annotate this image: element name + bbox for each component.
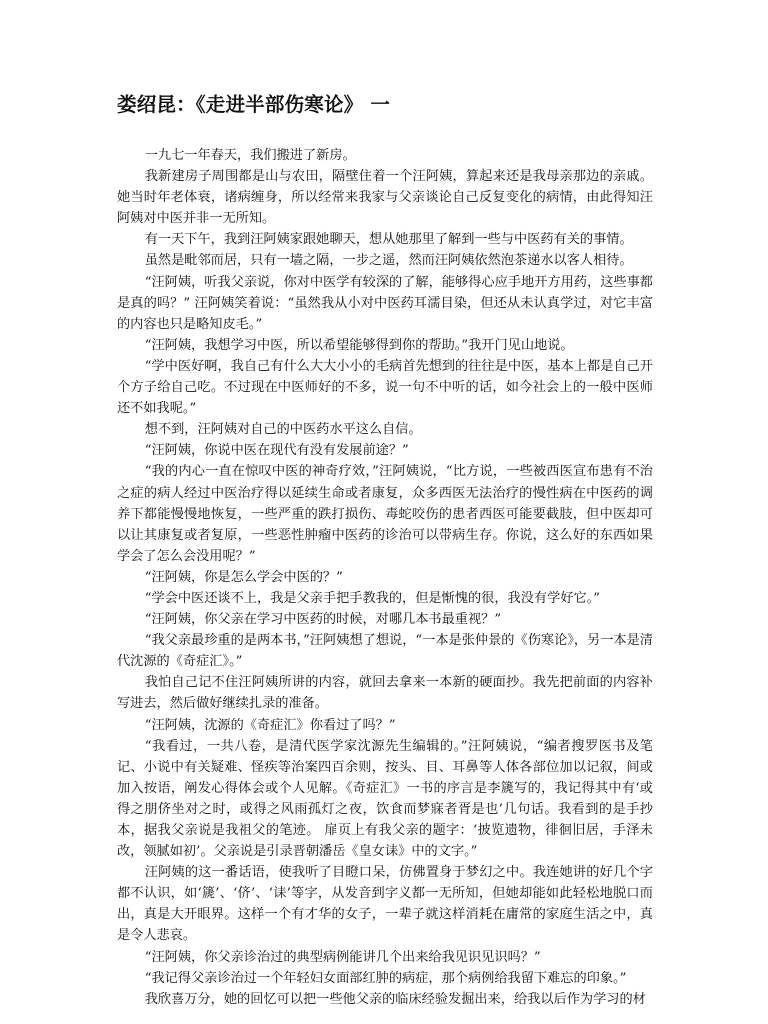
document-title: 娄绍昆：《走进半部伤寒论》 一 (117, 93, 391, 116)
paragraph: “我的内心一直在惊叹中医的神奇疗效，”汪阿姨说，“比方说，一些被西医宣布患有不治之症的病人经过中医治疗得以延续生命或者康复，众多西医无法治疗的慢性病在中医药的调养下都能慢慢地恢复，一些严重的跌打损伤、毒蛇咬伤的患者西医可能要截肢，但中医却可以让其康复或者复原，一些恶性肿瘤中医药的诊治可以带病生存。你说，这么好的东西如果学会了怎么会没用呢？” (117, 464, 653, 564)
paragraph: “汪阿姨，我想学习中医，所以希望能够得到你的帮助。”我开门见山地说。 (144, 337, 574, 353)
paragraph: 我怕自己记不住汪阿姨所讲的内容，就回去拿来一本新的硬面抄。我先把前面的内容补写进去，然后做好继续扎录的准备。 (117, 675, 653, 712)
paragraph: 我新建房子周围都是山与农田，隔壁住着一个汪阿姨，算起来还是我母亲那边的亲戚。她当时年老体衰，诸病缠身，所以经常来我家与父亲谈论自己反复变化的病情，由此得知汪阿姨对中医并非一无所知。 (117, 169, 653, 227)
paragraph: “我看过，一共八卷，是清代医学家沈源先生编辑的。”汪阿姨说，“编者搜罗医书及笔记、小说中有关疑难、怪疾等治案四百余则，按头、目、耳鼻等人体各部位加以记叙，间或加入按语，阐发心得体会或个人见解。《奇症汇》一书的序言是李篪写的，我记得其中有‘或得之朋侪坐对之时，或得之风雨孤灯之夜，饮食而梦寐者胥是也’几句话。我看到的是手抄本，据我父亲说是我祖父的笔迹。 扉页上有我父亲的题字：‘披览遗物，徘徊旧居，手泽未改，领腻如初’。父亲说是引录晋朝潘岳《皇女诔》中的文字。” (117, 738, 653, 860)
document-body (117, 145, 653, 1010)
paragraph: “我记得父亲诊治过一个年轻妇女面部红肿的病症，那个病例给我留下难忘的印象。” (144, 970, 627, 986)
paragraph: “汪阿姨，你说中医在现代有没有发展前途？” (144, 443, 409, 459)
paragraph: 汪阿姨的这一番话语，使我听了目瞪口呆，仿佛置身于梦幻之中。我连她讲的好几个字都不认识，如‘篪’、‘侪’、‘诔’等字，从发音到字义都一无所知，但她却能如此轻松地脱口而出，真是大开眼界。这样一个有才华的女子，一辈子就这样消耗在庸常的家庭生活之中，真是令人悲哀。 (117, 865, 653, 944)
paragraph: 有一天下午，我到汪阿姨家跟她聊天，想从她那里了解到一些与中医药有关的事情。 (144, 232, 633, 248)
paragraph: 虽然是毗邻而居，只有一墙之隔，一步之遥，然而汪阿姨依然泡茶递水以客人相待。 (144, 253, 633, 269)
paragraph: “学中医好啊，我自己有什么大大小小的毛病首先想到的往往是中医，基本上都是自己开个方子给自己吃。不过现在中医师好的不多，说一句不中听的话，如今社会上的一般中医师还不如我呢。” (117, 358, 653, 417)
paragraph: “汪阿姨，沈源的《奇症汇》你看过了吗？” (144, 717, 396, 733)
paragraph: 想不到，汪阿姨对自己的中医药水平这么自信。 (144, 422, 422, 438)
paragraph: “我父亲最珍重的是两本书，”汪阿姨想了想说，“一本是张仲景的《伤寒论》，另一本是清代沈源的《奇症汇》。” (117, 633, 653, 670)
paragraph: “汪阿姨，你父亲在学习中医药的时候，对哪几本书最重视？” (144, 612, 502, 628)
paragraph: 我欣喜万分，她的回忆可以把一些他父亲的临床经验发掘出来，给我以后作为学习的材 (144, 991, 646, 1007)
paragraph: “学会中医还谈不上，我是父亲手把手教我的，但是惭愧的很，我没有学好它。” (144, 590, 600, 606)
paragraph: “汪阿姨，你父亲诊治过的典型病例能讲几个出来给我见识见识吗？” (144, 949, 541, 965)
paragraph: 一九七一年春天，我们搬进了新房。 (144, 148, 356, 163)
paragraph: “汪阿姨，听我父亲说，你对中医学有较深的了解，能够得心应手地开方用药，这些事都是真的吗？” 汪阿姨笑着说：“虽然我从小对中医药耳濡目染，但还从未认真学过，对它丰富的内容也只是略知皮毛。” (117, 274, 653, 332)
paragraph: “汪阿姨，你是怎么学会中医的？” (144, 569, 343, 585)
